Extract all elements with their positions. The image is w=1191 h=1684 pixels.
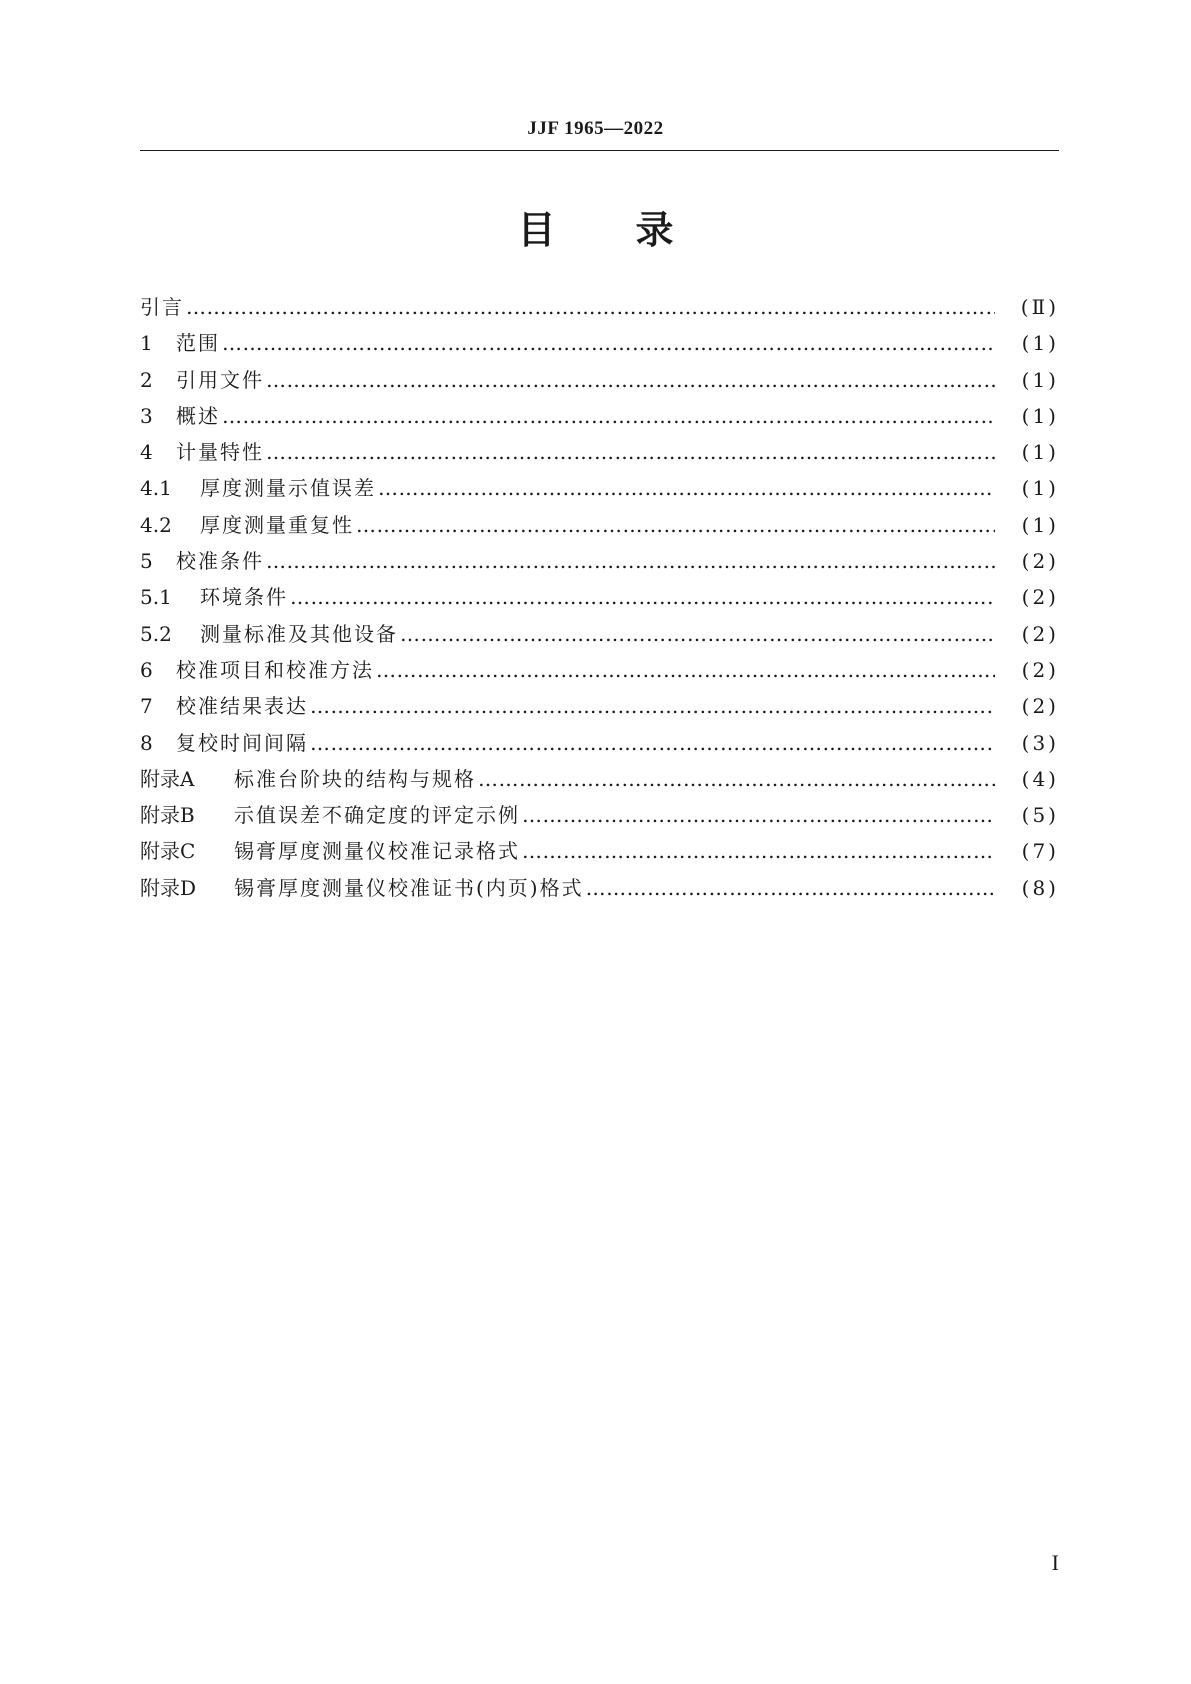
toc-entry-label: 厚度测量重复性 (200, 512, 354, 537)
toc-leader-dots (222, 398, 995, 434)
toc-title (0, 206, 1191, 254)
toc-entry-label: 锡膏厚度测量仪校准证书(内页)格式 (234, 875, 584, 900)
toc-entry-number: 附录B (140, 803, 195, 828)
toc-entry-4[interactable] (140, 434, 1059, 470)
toc-entry-3[interactable] (140, 398, 1059, 434)
toc-entry-label: 引言 (140, 295, 184, 319)
toc-entry-number: 8 (140, 730, 153, 755)
toc-entry-appendix-b[interactable] (140, 797, 1059, 833)
header-divider (140, 150, 1059, 151)
toc-entry-number: 附录C (140, 839, 196, 864)
toc-entry-number: 5 (140, 549, 153, 574)
toc-entry-label: 复校时间间隔 (176, 730, 308, 755)
toc-entry-label: 厚度测量示值误差 (200, 476, 376, 501)
toc-entry-page: (7) (1021, 839, 1059, 864)
toc-leader-dots (310, 725, 995, 761)
toc-entry-number: 4 (140, 440, 153, 465)
toc-entry-page: (2) (1021, 585, 1059, 610)
toc-entry-label: 范围 (176, 331, 220, 356)
toc-leader-dots (478, 761, 995, 797)
toc-leader-dots (522, 833, 995, 869)
toc-entry-page: (1) (1021, 367, 1059, 392)
toc-leader-dots (186, 289, 995, 325)
toc-entry-label: 标准台阶块的结构与规格 (234, 766, 476, 791)
toc-entry-8[interactable] (140, 725, 1059, 761)
toc-entry-label: 环境条件 (200, 585, 288, 610)
toc-entry-page: (3) (1021, 730, 1059, 755)
toc-entry-label: 锡膏厚度测量仪校准记录格式 (234, 839, 520, 864)
toc-entry-label: 校准项目和校准方法 (176, 657, 374, 682)
toc-leader-dots (376, 652, 995, 688)
toc-leader-dots (522, 797, 995, 833)
toc-entry-label: 概述 (176, 403, 220, 428)
toc-entry-number: 5.1 (140, 585, 172, 610)
toc-entry-page: (2) (1021, 657, 1059, 682)
toc-entry-5-2[interactable] (140, 616, 1059, 652)
toc-entry-appendix-a[interactable] (140, 761, 1059, 797)
toc-entry-5-1[interactable] (140, 579, 1059, 615)
toc-entry-appendix-c[interactable] (140, 833, 1059, 869)
page-number: I (1051, 1550, 1059, 1575)
toc-entry-5[interactable] (140, 543, 1059, 579)
table-of-contents (140, 289, 1059, 906)
toc-leader-dots (266, 434, 995, 470)
toc-entry-page: (1) (1021, 476, 1059, 501)
toc-entry-number: 附录A (140, 766, 195, 791)
toc-entry-page: (8) (1021, 875, 1059, 900)
toc-entry-4-1[interactable] (140, 470, 1059, 506)
toc-entry-number: 2 (140, 367, 153, 392)
toc-entry-appendix-d[interactable] (140, 870, 1059, 906)
toc-entry-label: 校准结果表达 (176, 694, 308, 719)
toc-entry-page: (2) (1021, 549, 1059, 574)
toc-leader-dots (266, 362, 995, 398)
toc-title-char-2: 录 (635, 208, 674, 252)
toc-entry-label: 引用文件 (176, 367, 264, 392)
toc-entry-page: (Ⅱ) (1020, 295, 1059, 319)
toc-entry-number: 3 (140, 403, 153, 428)
toc-entry-number: 5.2 (140, 621, 172, 646)
toc-entry-label: 示值误差不确定度的评定示例 (234, 803, 520, 828)
toc-entry-page: (2) (1021, 694, 1059, 719)
toc-entry-2[interactable] (140, 362, 1059, 398)
toc-entry-label: 测量标准及其他设备 (200, 621, 398, 646)
toc-leader-dots (400, 616, 995, 652)
toc-entry-1[interactable] (140, 325, 1059, 361)
toc-entry-page: (1) (1021, 512, 1059, 537)
toc-entry-page: (1) (1021, 331, 1059, 356)
toc-entry-number: 4.2 (140, 512, 172, 537)
toc-leader-dots (378, 470, 995, 506)
toc-entry-page: (1) (1021, 403, 1059, 428)
toc-leader-dots (266, 543, 995, 579)
toc-leader-dots (290, 579, 995, 615)
toc-entry-7[interactable] (140, 688, 1059, 724)
toc-entry-number: 4.1 (140, 476, 172, 501)
toc-entry-page: (4) (1021, 766, 1059, 791)
toc-entry-page: (2) (1021, 621, 1059, 646)
toc-entry-intro[interactable] (140, 289, 1059, 325)
toc-entry-4-2[interactable] (140, 507, 1059, 543)
toc-leader-dots (222, 325, 995, 361)
toc-entry-page: (5) (1021, 803, 1059, 828)
toc-title-char-1: 目 (517, 208, 556, 252)
toc-entry-number: 7 (140, 694, 153, 719)
toc-entry-6[interactable] (140, 652, 1059, 688)
toc-leader-dots (356, 507, 995, 543)
toc-entry-number: 6 (140, 657, 153, 682)
toc-entry-label: 计量特性 (176, 440, 264, 465)
toc-entry-label: 校准条件 (176, 549, 264, 574)
toc-leader-dots (586, 870, 995, 906)
toc-entry-number: 1 (140, 331, 153, 356)
toc-entry-page: (1) (1021, 440, 1059, 465)
toc-entry-number: 附录D (140, 875, 197, 900)
toc-leader-dots (310, 688, 995, 724)
document-code: JJF 1965—2022 (527, 118, 664, 139)
